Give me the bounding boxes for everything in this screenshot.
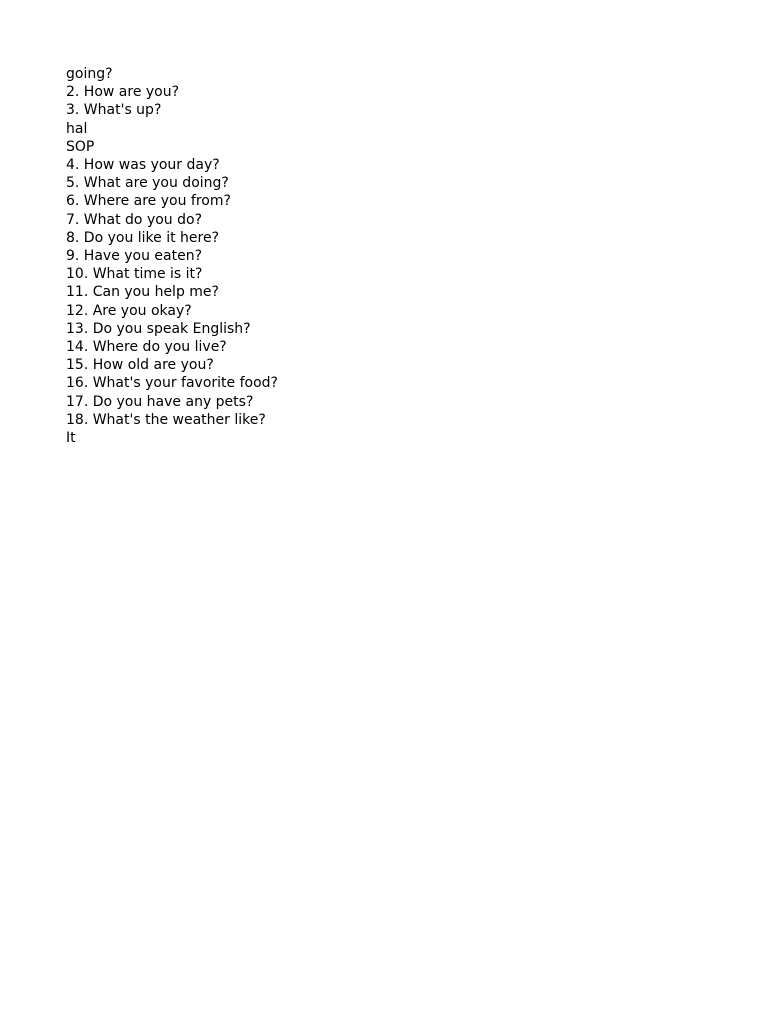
- list-item: 10. What time is it?: [66, 266, 203, 283]
- list-item: 8. Do you like it here?: [66, 229, 220, 246]
- list-item: 17. Do you have any pets?: [66, 393, 254, 410]
- question-list: [66, 65, 278, 447]
- list-item: 11. Can you help me?: [66, 284, 219, 301]
- text-line-it: It: [66, 430, 76, 447]
- list-item: 5. What are you doing?: [66, 175, 229, 192]
- text-line-hal: hal: [66, 120, 88, 137]
- list-item: 12. Are you okay?: [66, 302, 192, 319]
- list-item: 4. How was your day?: [66, 157, 220, 174]
- text-line-going: going?: [66, 66, 113, 82]
- list-item: 16. What's your favorite food?: [66, 375, 278, 392]
- list-item: 13. Do you speak English?: [66, 320, 251, 337]
- text-line-sop: SOP: [66, 138, 95, 155]
- list-item: 6. Where are you from?: [66, 193, 231, 210]
- list-item: 18. What's the weather like?: [66, 411, 266, 428]
- list-item: 7. What do you do?: [66, 211, 203, 228]
- list-item: 3. What's up?: [66, 102, 162, 119]
- list-item: 15. How old are you?: [66, 357, 214, 374]
- list-item: 2. How are you?: [66, 84, 180, 101]
- list-item: 14. Where do you live?: [66, 339, 227, 356]
- list-item: 9. Have you eaten?: [66, 248, 203, 265]
